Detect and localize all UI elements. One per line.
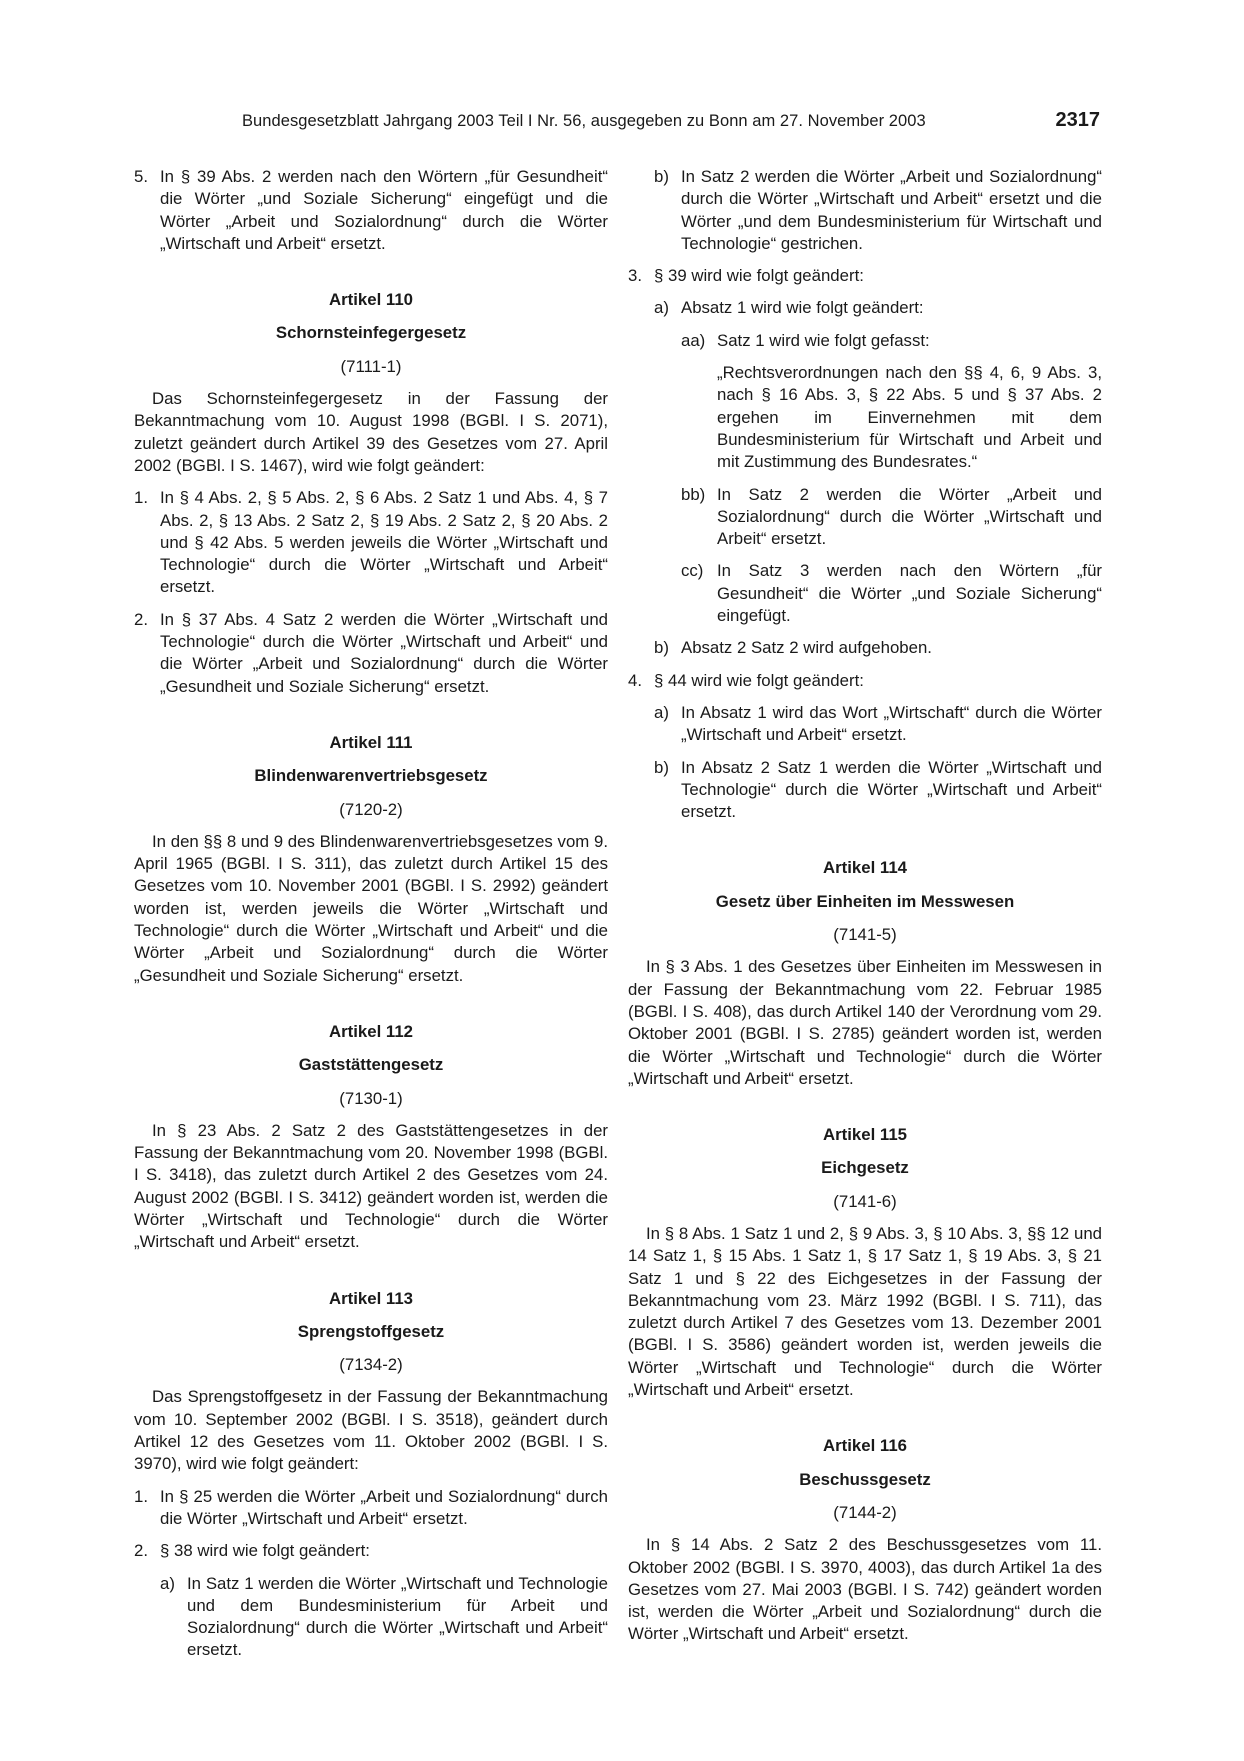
- article-intro: In § 14 Abs. 2 Satz 2 des Beschussgesetzes vom 11. Oktober 2002 (BGBl. I S. 3970, 4003), das durch Artikel 1a des Gesetzes vom 27. Mai 2003 (BGBl. I S. 742) geändert worden ist, werden die Wörter „Arbeit und Sozialordnung“ durch die Wörter „Wirtschaft und Arbeit“ ersetzt.: [628, 1535, 1102, 1644]
- item-label: cc): [681, 561, 704, 581]
- law-title: Gesetz über Einheiten im Messwesen: [715, 891, 1015, 911]
- item-text: In § 25 werden die Wörter „Arbeit und Sozialordnung“ durch die Wörter „Wirtschaft und Arbeit“ ersetzt.: [160, 1486, 608, 1528]
- item-label: 3.: [628, 266, 642, 286]
- running-title: Bundesgesetzblatt Jahrgang 2003 Teil I Nr. 56, ausgegeben zu Bonn am 27. November 2003: [242, 112, 926, 130]
- law-code: (7144-2): [833, 1502, 897, 1522]
- law-title: Schornsteinfegergesetz: [275, 323, 467, 343]
- right-column: [628, 166, 1102, 1656]
- item-label: bb): [681, 484, 706, 504]
- amendment-subitem: [628, 637, 1102, 659]
- law-title: Gaststättengesetz: [298, 1055, 444, 1075]
- page-number: 2317: [1055, 109, 1100, 131]
- amendment-subitem: [628, 702, 1102, 747]
- amendment-subitem: [134, 1573, 608, 1662]
- article-intro: Das Schornsteinfegergesetz in der Fassung der Bekanntmachung vom 10. August 1998 (BGBl. I S. 2071), zuletzt geändert durch Artikel 39 des Gesetzes vom 27. April 2002 (BGBl. I S. 1467), wird wie folgt geändert:: [134, 389, 608, 475]
- law-code: (7141-6): [833, 1191, 897, 1211]
- amendment-subitem: [628, 297, 1102, 319]
- item-text: In Satz 2 werden die Wörter „Arbeit und Sozialordnung“ durch die Wörter „Wirtschaft und Arbeit“ ersetzt.: [717, 484, 1102, 549]
- article-intro: Das Sprengstoffgesetz in der Fassung der Bekanntmachung vom 10. September 2002 (BGBl. I S. 3518), geändert durch Artikel 12 des Gesetzes vom 11. Oktober 2002 (BGBl. I S. 3970), wird wie folgt geändert:: [134, 1387, 608, 1474]
- item-text: In Absatz 1 wird das Wort „Wirtschaft“ durch die Wörter „Wirtschaft und Arbeit“ ersetzt.: [681, 702, 1102, 745]
- item-text: Absatz 1 wird wie folgt geändert:: [681, 298, 924, 318]
- article-intro: In § 8 Abs. 1 Satz 1 und 2, § 9 Abs. 3, § 10 Abs. 3, §§ 12 und 14 Satz 1, § 15 Abs. 1 Satz 1, § 17 Satz 1, § 19 Abs. 3, § 21 Satz 1 und § 22 des Eichgesetzes in der Fassung der Bekanntmachung vom 23. März 1992 (BGBl. I S. 711), das zuletzt durch Artikel 7 des Gesetzes vom 13. Dezember 2001 (BGBl. I S. 3586) geändert worden ist, werden jeweils die Wörter „Wirtschaft und Technologie“ durch die Wörter „Wirtschaft und Arbeit“ ersetzt.: [628, 1223, 1102, 1400]
- article-intro: In § 23 Abs. 2 Satz 2 des Gaststättengesetzes in der Fassung der Bekanntmachung vom 20. November 1998 (BGBl. I S. 3418), das zuletzt durch Artikel 2 des Gesetzes vom 24. August 2002 (BGBl. I S. 3412) geändert worden ist, werden die Wörter „Wirtschaft und Technologie“ durch die Wörter „Wirtschaft und Arbeit“ ersetzt.: [134, 1120, 608, 1252]
- amendment-item: [134, 487, 608, 598]
- article-intro: In § 3 Abs. 1 des Gesetzes über Einheiten im Messwesen in der Fassung der Bekanntmachung vom 22. Februar 1985 (BGBl. I S. 408), das durch Artikel 140 der Verordnung vom 29. Oktober 2001 (BGBl. I S. 2785) geändert worden ist, werden die Wörter „Wirtschaft und Technologie“ durch die Wörter „Wirtschaft und Arbeit“ ersetzt.: [628, 957, 1102, 1088]
- law-title: Blindenwarenvertriebsgesetz: [254, 766, 488, 786]
- law-code: (7134-2): [339, 1355, 403, 1375]
- item-text: In § 39 Abs. 2 werden nach den Wörtern „für Gesundheit“ die Wörter „und Soziale Sicherung“ eingefügt und die Wörter „Arbeit und Sozialordnung“ durch die Wörter „Wirtschaft und Arbeit“ ersetzt.: [160, 167, 608, 253]
- amendment-subsubitem: [628, 560, 1102, 627]
- item-text: Absatz 2 Satz 2 wird aufgehoben.: [681, 638, 932, 658]
- amendment-subsubitem: [628, 484, 1102, 551]
- item-text: § 38 wird wie folgt geändert:: [160, 1541, 370, 1561]
- amendment-item: [134, 1540, 608, 1562]
- item-text: Satz 1 wird wie folgt gefasst:: [717, 330, 930, 350]
- item-label: 5.: [134, 167, 148, 186]
- item-label: 1.: [134, 1486, 148, 1506]
- amendment-subsubitem: [628, 330, 1102, 352]
- law-code: (7120-2): [339, 799, 403, 819]
- item-text: In § 4 Abs. 2, § 5 Abs. 2, § 6 Abs. 2 Satz 1 und Abs. 4, § 7 Abs. 2, § 13 Abs. 2 Satz 2, § 19 Abs. 2 Satz 2, § 20 Abs. 2 und § 42 Abs. 5 werden jeweils die Wörter „Wirtschaft und Technologie“ durch die Wörter „Wirtschaft und Arbeit“ ersetzt.: [160, 488, 608, 597]
- item-text: § 39 wird wie folgt geändert:: [654, 266, 864, 286]
- law-code: (7111-1): [340, 356, 402, 376]
- item-label: b): [654, 167, 669, 186]
- item-label: a): [654, 702, 669, 722]
- law-code: (7130-1): [339, 1088, 403, 1108]
- item-text: In Satz 3 werden nach den Wörtern „für Gesundheit“ die Wörter „und Soziale Sicherung“ eingefügt.: [717, 561, 1102, 626]
- article-heading: Artikel 115: [823, 1125, 907, 1145]
- item-label: 1.: [134, 488, 148, 508]
- article-heading: Artikel 112: [329, 1021, 413, 1041]
- amendment-item: [134, 1486, 608, 1531]
- article-heading: Artikel 113: [329, 1288, 413, 1308]
- law-title: Eichgesetz: [821, 1158, 909, 1178]
- item-label: b): [654, 757, 669, 777]
- item-label: 4.: [628, 670, 642, 690]
- left-column: [134, 166, 608, 1672]
- item-text: In § 37 Abs. 4 Satz 2 werden die Wörter „Wirtschaft und Technologie“ durch die Wörter „Wirtschaft und Arbeit“ und die Wörter „Arbeit und Sozialordnung“ durch die Wörter „Gesundheit und Soziale Sicherung“ ersetzt.: [160, 609, 608, 696]
- article-heading: Artikel 116: [823, 1436, 907, 1456]
- amendment-subitem: [628, 166, 1102, 255]
- quoted-text: „Rechtsverordnungen nach den §§ 4, 6, 9 Abs. 3, nach § 16 Abs. 3, § 22 Abs. 5 und § 37 Abs. 2 ergehen im Einvernehmen mit dem Bundesministerium für Wirtschaft und Arbeit und mit Zustimmung des Bundesrates.“: [717, 363, 1102, 472]
- amendment-item: [134, 609, 608, 698]
- item-text: § 44 wird wie folgt geändert:: [654, 670, 864, 690]
- law-title: Beschussgesetz: [799, 1469, 931, 1489]
- law-code: (7141-5): [833, 925, 897, 945]
- article-heading: Artikel 114: [823, 858, 907, 878]
- item-text: In Absatz 2 Satz 1 werden die Wörter „Wirtschaft und Technologie“ durch die Wörter „Wirtschaft und Arbeit“ ersetzt.: [681, 757, 1102, 822]
- amendment-item: [628, 670, 1102, 692]
- amendment-subitem: [628, 757, 1102, 824]
- item-label: a): [654, 298, 669, 318]
- law-title: Sprengstoffgesetz: [297, 1321, 445, 1341]
- page-header: [242, 109, 1100, 138]
- amendment-item: [628, 265, 1102, 287]
- item-text: In Satz 2 werden die Wörter „Arbeit und Sozialordnung“ durch die Wörter „Wirtschaft und Arbeit“ ersetzt und die Wörter „und dem Bundesministerium für Wirtschaft und Technologie“ gestrichen.: [681, 167, 1102, 253]
- amendment-item: [134, 166, 608, 255]
- item-label: a): [160, 1573, 175, 1593]
- article-heading: Artikel 111: [329, 732, 413, 752]
- item-label: b): [654, 638, 669, 658]
- article-heading: Artikel 110: [329, 290, 413, 310]
- item-label: aa): [681, 330, 706, 350]
- item-label: 2.: [134, 1541, 148, 1561]
- item-text: In Satz 1 werden die Wörter „Wirtschaft und Technologie und dem Bundesministerium für Arbeit und Sozialordnung“ durch die Wörter „Wirtschaft und Arbeit“ ersetzt.: [187, 1573, 608, 1660]
- article-intro: In den §§ 8 und 9 des Blindenwarenvertriebsgesetzes vom 9. April 1965 (BGBl. I S. 311), das zuletzt durch Artikel 15 des Gesetzes vom 10. November 2001 (BGBl. I S. 2992) geändert worden ist, werden jeweils die Wörter „Wirtschaft und Technologie“ durch die Wörter „Wirtschaft und Arbeit“ und die Wörter „Arbeit und Sozialordnung“ durch die Wörter „Gesundheit und Soziale Sicherung“ ersetzt.: [134, 831, 608, 985]
- item-label: 2.: [134, 609, 148, 629]
